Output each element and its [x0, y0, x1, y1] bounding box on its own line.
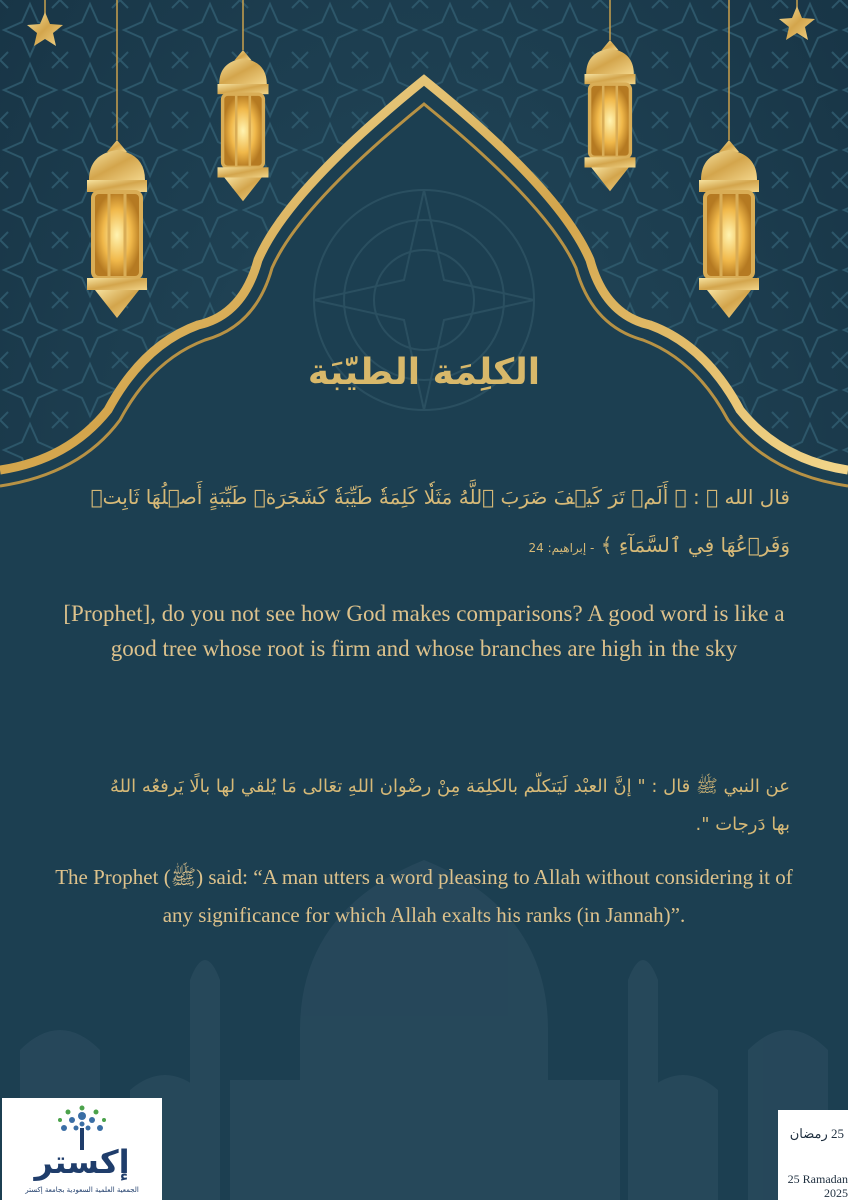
verse-translation: [Prophet], do you not see how God makes comparisons? A good word is like a good tree whose root is firm and whose branches are high in the sky: [63, 601, 785, 661]
verse-reference: - إبراهيم: 24: [528, 541, 595, 555]
date-year: 2025: [824, 1186, 848, 1200]
date-day-month: 25 Ramadan: [787, 1172, 848, 1186]
date-english: [788, 1172, 848, 1200]
hadith-line-2: بها دَرجات ".: [695, 814, 790, 835]
hadith-line-1: عن النبي ﷺ قال : " إنَّ العبْد لَيَتكلّم بالكلِمَة مِنْ رضْوان اللهِ تعَالى مَا يُلقي لها بالًا يَرفعُه اللهُ: [110, 776, 790, 797]
date-arabic: 25 رمضان: [789, 1126, 844, 1141]
hadith-translation: The Prophet (ﷺ) said: “A man utters a word pleasing to Allah without considering it of any significance for which Allah exalts his ranks (in Jannah)”.: [55, 865, 793, 927]
quran-verse-line-2: [40, 530, 790, 563]
quran-verse-text: وَفَرۡعُهَا فِي ٱلسَّمَآءِ ﴾: [600, 533, 790, 557]
quran-verse-line-1: قال الله ﷻ : ﴿ أَلَمۡ تَرَ كَيۡفَ ضَرَبَ ٱللَّهُ مَثَلٗا كَلِمَةٗ طَيِّبَةٗ كَشَجَرَةٖ طَيِّبَةٍ أَصۡلُهَا ثَابِتٞ: [90, 485, 790, 509]
logo-caption: الجمعية العلمية السعودية بجامعة إكستر: [25, 1186, 139, 1194]
page-title: الكلِمَة الطيّبَة: [307, 352, 541, 393]
logo-text: إكستر: [34, 1143, 130, 1181]
society-logo: [2, 1098, 162, 1200]
